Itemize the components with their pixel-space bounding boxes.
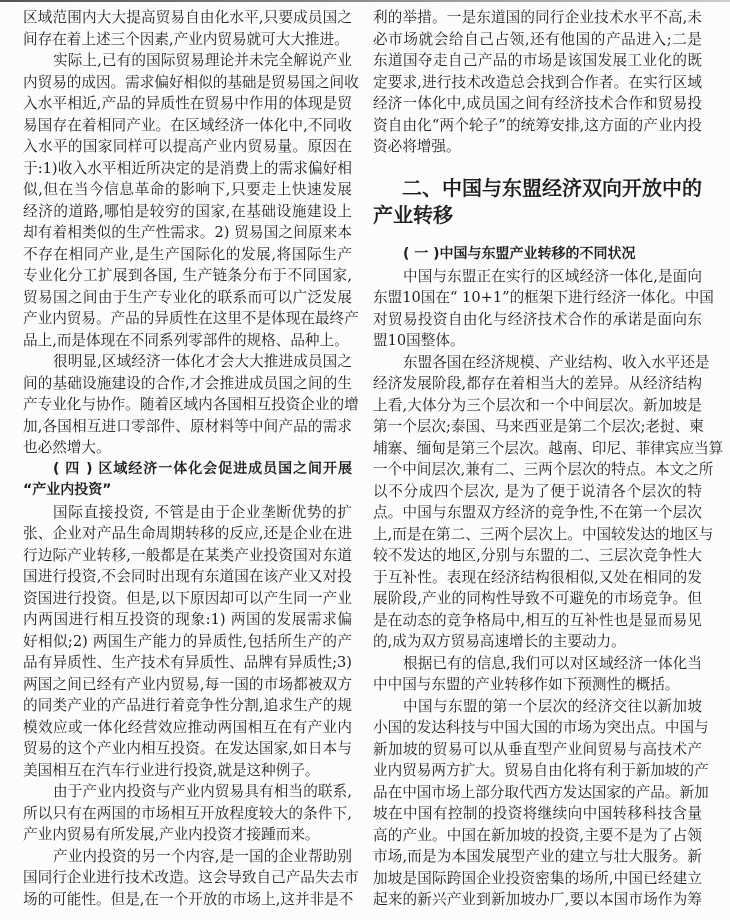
paragraph-continued	[373, 7, 702, 158]
text-line: 于:1)收入水平相近所决定的是消费上的需求偏好相	[23, 159, 352, 177]
text-line: 产业转移	[373, 202, 453, 227]
subsection-heading-1	[373, 244, 702, 266]
text-line: 东道国夺走自己产品的市场是该国发展工业化的既	[373, 52, 702, 70]
text-line: 贸易的这个产业内相互投资。在发达国家,如日本与	[23, 740, 352, 758]
text-line: 的,成为双方贸易高速增长的主要动力。	[373, 633, 626, 651]
text-line: 国进行投资,不会同时出现有东道国在该产业又对投	[23, 568, 352, 586]
text-line: 中国与东盟的第一个层次的经济交往以新加坡	[403, 697, 702, 715]
text-line: 一个中间层次,兼有二、三两个层次的特点。本文之所	[373, 461, 714, 479]
text-line: 利的举措。一是东道国的同行企业技术水平不高,未	[373, 9, 702, 27]
text-line: 国同行企业进行技术改造。这会导致自己产品失去市	[23, 869, 359, 887]
text-line: 产专业化与协作。随着区域内各国相互投资企业的增	[23, 396, 359, 414]
text-line: ( 一 )中国与东盟产业转移的不同状况	[403, 246, 636, 263]
text-line: 埔寨、缅甸是第三个层次。越南、印尼、菲律宾应当算	[373, 439, 724, 457]
text-line: 易国存在着相同产业。在区域经济一体化中,不同收	[23, 116, 352, 134]
text-line: 资国进行投资。但是,以下原因却可以产生同一产业	[23, 589, 352, 607]
text-line: 东盟10国在“ 10+1”的框架下进行经济一体化。中国	[373, 289, 714, 307]
text-line: 间的基础设施建设的合作,才会推进成员国之间的生	[23, 374, 352, 392]
text-line: 二、中国与东盟经济双向开放中的	[402, 175, 702, 200]
right-column	[373, 7, 724, 911]
text-line: “产业内投资”	[23, 482, 112, 499]
text-line: 业内贸易两方扩大。贸易自由化将有利于新加坡的产	[373, 762, 709, 780]
text-line: 加坡是国际跨国企业投资密集的场所,中国已经建立	[373, 869, 702, 887]
text-line: 好相似;2) 两国生产能力的异质性,包括所生产的产	[23, 632, 352, 650]
paragraph	[23, 50, 359, 351]
text-line: 区域范围内大大提高贸易自由化水平,只要成员国之	[23, 9, 352, 27]
text-line: 产业内贸易有所发展,产业内投资才接踵而来。	[23, 826, 320, 844]
text-line: 行边际产业转移,一般都是在某类产业投资国对东道	[23, 546, 352, 564]
text-line: 品有异质性、生产技术有异质性、品牌有异质性;3)	[23, 654, 352, 672]
text-line: 展阶段,产业的同构性导致不可避免的市场竞争。但	[373, 590, 702, 608]
text-line: 贸易国之间由于生产专业化的联系而可以广泛发展	[23, 288, 352, 306]
text-line: 场的可能性。但是,在一个开放的市场上,这并非是不	[23, 890, 354, 908]
text-line: 第一个层次;泰国、马来西亚是第二个层次;老挝、柬	[373, 418, 704, 436]
text-line: 是在动态的竞争格局中,相互的互补性也是显而易见	[373, 611, 702, 629]
text-line: 必市场就会给自己占领,还有他国的产品进入;二是	[373, 30, 702, 48]
text-line: 入水平相近,产品的异质性在贸易中作用的体现是贸	[23, 95, 352, 113]
text-line: 经济的道路,哪怕是较穷的国家,在基础设施建设上	[23, 202, 352, 220]
text-line: 高的产业。中国在新加坡的投资,主要不是为了占领	[373, 826, 702, 844]
text-line: 国际直接投资, 不管是由于企业垄断优势的扩	[53, 503, 352, 521]
paragraph	[23, 502, 352, 782]
paragraph	[373, 352, 724, 653]
paragraph-continues	[373, 696, 709, 911]
text-line: 间存在着上述三个因素,产业内贸易就可大大推进。	[23, 30, 349, 48]
text-line: 上,而是在第二、三两个层次上。中国较发达的地区与	[373, 525, 714, 543]
text-line: 不存在相同产业,是生产国际化的发展,将国际生产	[23, 245, 352, 263]
paragraph	[373, 653, 702, 696]
text-line: 很明显,区域经济一体化才会大大推进成员国之	[53, 353, 352, 371]
text-line: 入水平的国家同样可以提高产业内贸易量。原因在	[23, 138, 352, 156]
text-line: 点。中国与东盟双方经济的竞争性,不在第一个层次	[373, 504, 702, 522]
text-line: 的同类产业的产品进行着竞争性分割,追求生产的规	[23, 697, 352, 715]
text-line: ( 四 ) 区域经济一体化会促进成员国之间开展	[53, 460, 352, 477]
text-line: 中中国与东盟的产业转移作如下预测性的概括。	[373, 676, 680, 694]
paragraph	[23, 351, 359, 459]
text-line: 中国与东盟正在实行的区域经济一体化,是面向	[403, 267, 702, 285]
subsection-heading-4	[23, 459, 352, 502]
text-line: 盟10国整体。	[373, 332, 465, 350]
paragraph-continued	[23, 7, 352, 50]
text-line: 专业化分工扩展到各国, 生产链条分布于不同国家,	[23, 267, 352, 285]
text-line: 美国相互在汽车行业进行投资,就是这种例子。	[23, 761, 320, 779]
text-line: 两国之间已经有产业内贸易,每一国的市场都被双方	[23, 675, 352, 693]
text-line: 内贸易的成因。需求偏好相似的基础是贸易国之间收	[23, 73, 359, 91]
paragraph	[23, 781, 352, 846]
text-line: 根据已有的信息,我们可以对区域经济一体化当	[403, 654, 702, 672]
text-line: 起来的新兴产业到新加坡办厂,要以本国市场作为筹	[373, 891, 702, 909]
text-line: 也必然增大。	[23, 439, 111, 457]
text-line: 市场,而是为本国发展型产业的建立与壮大服务。新	[373, 848, 702, 866]
text-line: 以不分成四个层次, 是为了便于说清各个层次的特	[373, 482, 702, 500]
text-line: 由于产业内投资与产业内贸易具有相当的联系,	[53, 783, 352, 801]
text-line: 坡在中国有控制的投资将继续向中国转移科技含量	[373, 805, 702, 823]
scan-edge-line	[0, 0, 730, 2]
text-line: 品在中国市场上部分取代西方发达国家的产品。新加	[373, 783, 709, 801]
text-line: 品上,而是体现在不同系列零部件的规格、品种上。	[23, 331, 349, 349]
text-line: 张、企业对产品生命周期转移的反应,还是企业在进	[23, 525, 352, 543]
text-line: 经济发展阶段,都存在着相当大的差异。从经济结构	[373, 375, 702, 393]
left-column	[23, 7, 359, 910]
paragraph-continues	[23, 846, 359, 911]
text-line: 新加坡的贸易可以从垂直型产业间贸易与高技术产	[373, 740, 702, 758]
text-line: 上看,大体分为三个层次和一个中间层次。新加坡是	[373, 396, 702, 414]
text-line: 小国的发达科技与中国大国的市场为突出点。中国与	[373, 719, 709, 737]
text-line: 资必将增强。	[373, 138, 461, 156]
text-line: 较不发达的地区,分别与东盟的二、三层次竞争性大	[373, 547, 702, 565]
text-line: 模效应或一体化经营效应推动两国相互在有产业内	[23, 718, 352, 736]
section-heading-2	[373, 175, 702, 229]
text-line: 加,各国相互进口零部件、原材料等中间产品的需求	[23, 417, 352, 435]
text-line: 资自由化“两个轮子”的统筹安排,这方面的产业内投	[373, 116, 702, 134]
text-line: 东盟各国在经济规模、产业结构、收入水平还是	[403, 353, 710, 371]
text-line: 产业内贸易。产品的异质性在这里不是体现在最终产	[23, 310, 359, 328]
text-line: 对贸易投资自由化与经济技术合作的承诺是面向东	[373, 310, 702, 328]
text-line: 似,但在当今信息革命的影响下,只要走上快速发展	[23, 181, 352, 199]
text-line: 产业内投资的另一个内容,是一国的企业帮助别	[53, 847, 352, 865]
text-line: 经济一体化中,成员国之间有经济技术合作和贸易投	[373, 95, 702, 113]
text-line: 于互补性。表现在经济结构很相似,又处在相同的发	[373, 568, 702, 586]
paragraph	[373, 266, 714, 352]
text-line: 内两国进行相互投资的现象:1) 两国的发展需求偏	[23, 611, 352, 629]
text-line: 定要求,进行技术改造总会找到合作者。在实行区域	[373, 73, 702, 91]
text-line: 所以只有在两国的市场相互开放程度较大的条件下,	[23, 804, 352, 822]
text-line: 实际上,已有的国际贸易理论并未完全解说产业	[53, 52, 352, 70]
text-line: 却有着相类似的生产性需求。2) 贸易国之间原来本	[23, 224, 352, 242]
